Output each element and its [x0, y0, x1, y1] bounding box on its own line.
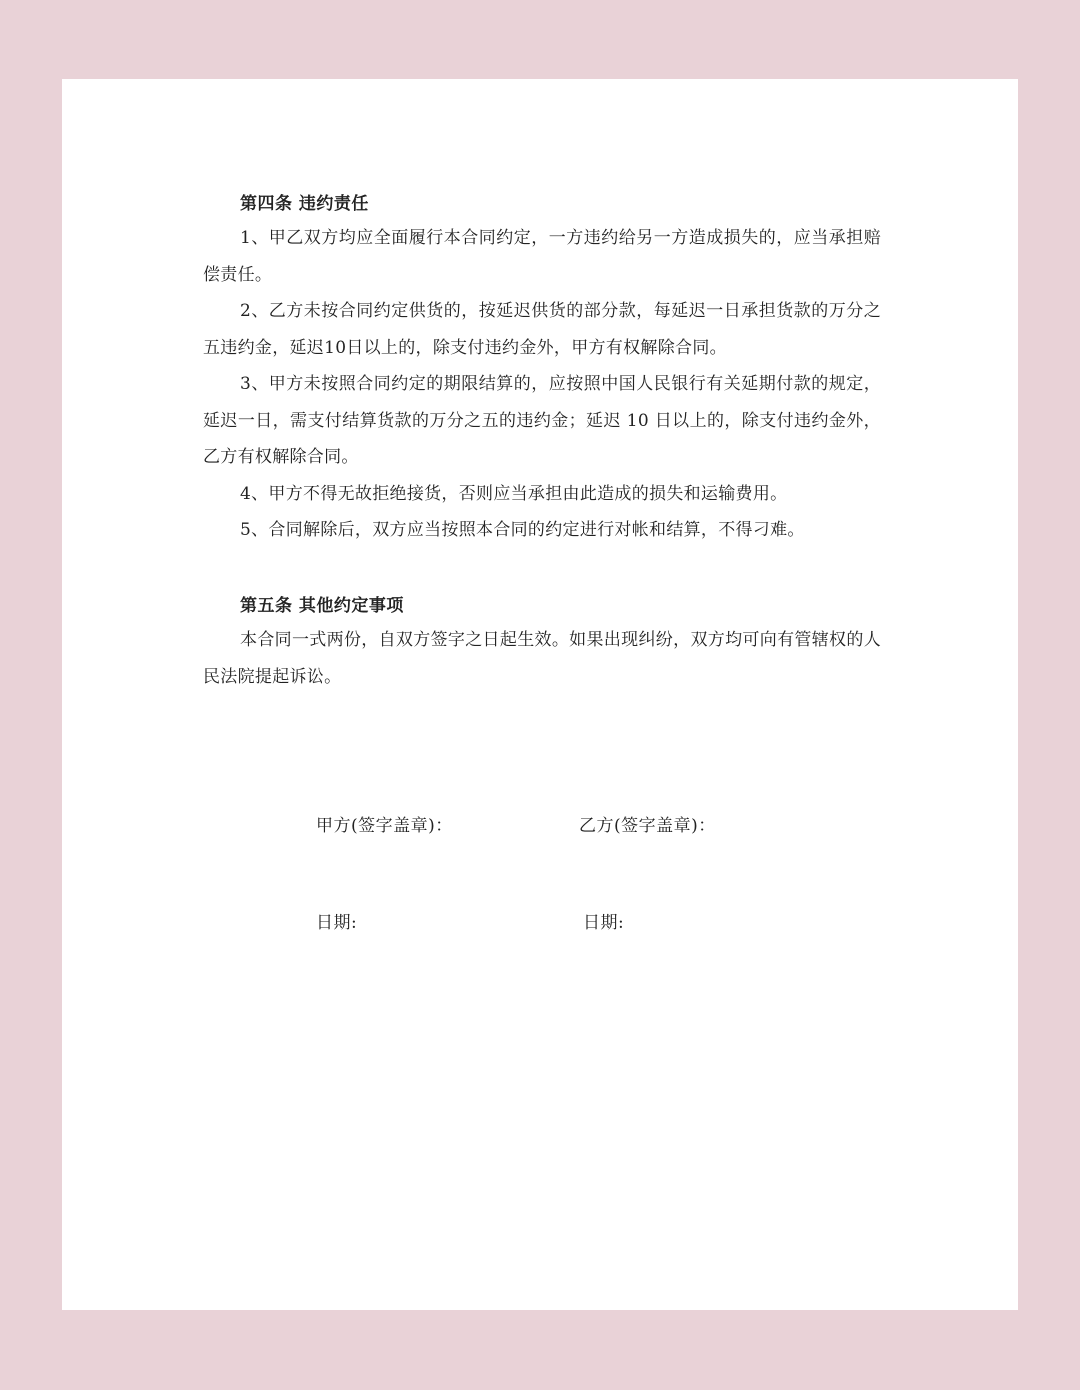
section-5-title: 第五条 其他约定事项: [240, 596, 404, 616]
party-a-date-label: 日期:: [316, 913, 358, 933]
party-b-signature-label: 乙方(签字盖章)：: [579, 816, 716, 836]
clause-4-5: 5、合同解除后，双方应当按照本合同的约定进行对帐和结算，不得刁难。: [240, 520, 805, 540]
clause-4-1: 1、甲乙双方均应全面履行本合同约定，一方违约给另一方造成损失的，应当承担赔偿责任。: [203, 228, 881, 285]
section-5-body: 本合同一式两份，自双方签字之日起生效。如果出现纠纷，双方均可向有管辖权的人民法院提起诉讼。: [203, 630, 881, 687]
clause-4-4: 4、甲方不得无故拒绝接货，否则应当承担由此造成的损失和运输费用。: [240, 484, 788, 504]
section-4-title: 第四条 违约责任: [240, 194, 369, 214]
document-page: [62, 79, 1018, 1310]
clause-4-3: 3、甲方未按照合同约定的期限结算的，应按照中国人民银行有关延期付款的规定，延迟一日，需支付结算货款的万分之五的违约金；延迟 10 日以上的，除支付违约金外，乙方有权解除合同。: [203, 374, 881, 467]
party-b-date-label: 日期:: [583, 913, 625, 933]
clause-4-2: 2、乙方未按合同约定供货的，按延迟供货的部分款，每延迟一日承担货款的万分之五违约金，延迟10日以上的，除支付违约金外，甲方有权解除合同。: [203, 301, 881, 358]
party-a-signature-label: 甲方(签字盖章)：: [316, 816, 453, 836]
